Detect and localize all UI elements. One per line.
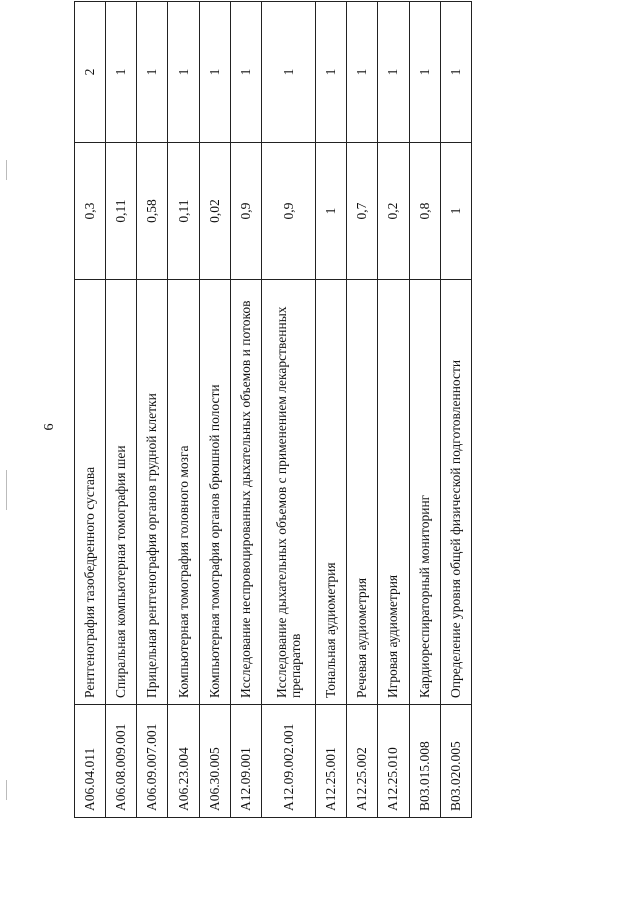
page-number: 6 xyxy=(42,423,57,431)
service-code: A12.25.010 xyxy=(378,705,409,818)
usage-coefficient: 0,8 xyxy=(409,143,440,280)
usage-multiplicity: 1 xyxy=(378,2,409,143)
usage-multiplicity: 1 xyxy=(409,2,440,143)
table-row xyxy=(75,2,106,818)
service-name: Определение уровня общей физической подготовленности xyxy=(440,280,471,705)
service-name: Тональная аудиометрия xyxy=(316,280,347,705)
service-code: A06.30.005 xyxy=(199,705,230,818)
service-code: A12.09.002.001 xyxy=(261,705,315,818)
service-name: Игровая аудиометрия xyxy=(378,280,409,705)
usage-multiplicity: 1 xyxy=(230,2,261,143)
table-row xyxy=(106,2,137,818)
usage-coefficient: 1 xyxy=(440,143,471,280)
table-row xyxy=(440,2,471,818)
table-row xyxy=(409,2,440,818)
usage-coefficient: 0,02 xyxy=(199,143,230,280)
table-row xyxy=(316,2,347,818)
usage-multiplicity: 1 xyxy=(168,2,199,143)
usage-multiplicity: 1 xyxy=(316,2,347,143)
usage-coefficient: 1 xyxy=(316,143,347,280)
usage-coefficient: 0,9 xyxy=(261,143,315,280)
service-name: Исследование неспровоцированных дыхательных объемов и потоков xyxy=(230,280,261,705)
service-code: A12.25.001 xyxy=(316,705,347,818)
margin-mark xyxy=(6,780,7,800)
margin-mark xyxy=(6,160,7,180)
table-row xyxy=(199,2,230,818)
usage-multiplicity: 1 xyxy=(440,2,471,143)
table-row xyxy=(347,2,378,818)
service-name: Исследование дыхательных объемов с применением лекарственных препаратов xyxy=(261,280,315,705)
service-code: A12.09.001 xyxy=(230,705,261,818)
service-code: A12.25.002 xyxy=(347,705,378,818)
service-code: B03.015.008 xyxy=(409,705,440,818)
usage-coefficient: 0,11 xyxy=(168,143,199,280)
usage-multiplicity: 1 xyxy=(199,2,230,143)
usage-coefficient: 0,58 xyxy=(137,143,168,280)
usage-coefficient: 0,7 xyxy=(347,143,378,280)
table-row xyxy=(137,2,168,818)
service-name: Компьютерная томография органов брюшной полости xyxy=(199,280,230,705)
table-row xyxy=(378,2,409,818)
margin-mark xyxy=(6,470,7,510)
usage-coefficient: 0,2 xyxy=(378,143,409,280)
service-code: A06.04.011 xyxy=(75,705,106,818)
usage-multiplicity: 1 xyxy=(137,2,168,143)
usage-multiplicity: 1 xyxy=(261,2,315,143)
usage-multiplicity: 2 xyxy=(75,2,106,143)
usage-coefficient: 0,11 xyxy=(106,143,137,280)
usage-coefficient: 0,3 xyxy=(75,143,106,280)
service-name: Речевая аудиометрия xyxy=(347,280,378,705)
service-name: Компьютерная томография головного мозга xyxy=(168,280,199,705)
usage-coefficient: 0,9 xyxy=(230,143,261,280)
services-table xyxy=(74,30,472,818)
service-code: A06.23.004 xyxy=(168,705,199,818)
table-row xyxy=(261,2,315,818)
table-row xyxy=(168,2,199,818)
service-name: Прицельная рентгенография органов грудной клетки xyxy=(137,280,168,705)
service-name: Рентгенография тазобедренного сустава xyxy=(75,280,106,705)
service-code: B03.020.005 xyxy=(440,705,471,818)
usage-multiplicity: 1 xyxy=(106,2,137,143)
service-code: A06.08.009.001 xyxy=(106,705,137,818)
table-row xyxy=(230,2,261,818)
usage-multiplicity: 1 xyxy=(347,2,378,143)
service-code: A06.09.007.001 xyxy=(137,705,168,818)
service-name: Кардиореспираторный мониторинг xyxy=(409,280,440,705)
service-name: Спиральная компьютерная томография шеи xyxy=(106,280,137,705)
